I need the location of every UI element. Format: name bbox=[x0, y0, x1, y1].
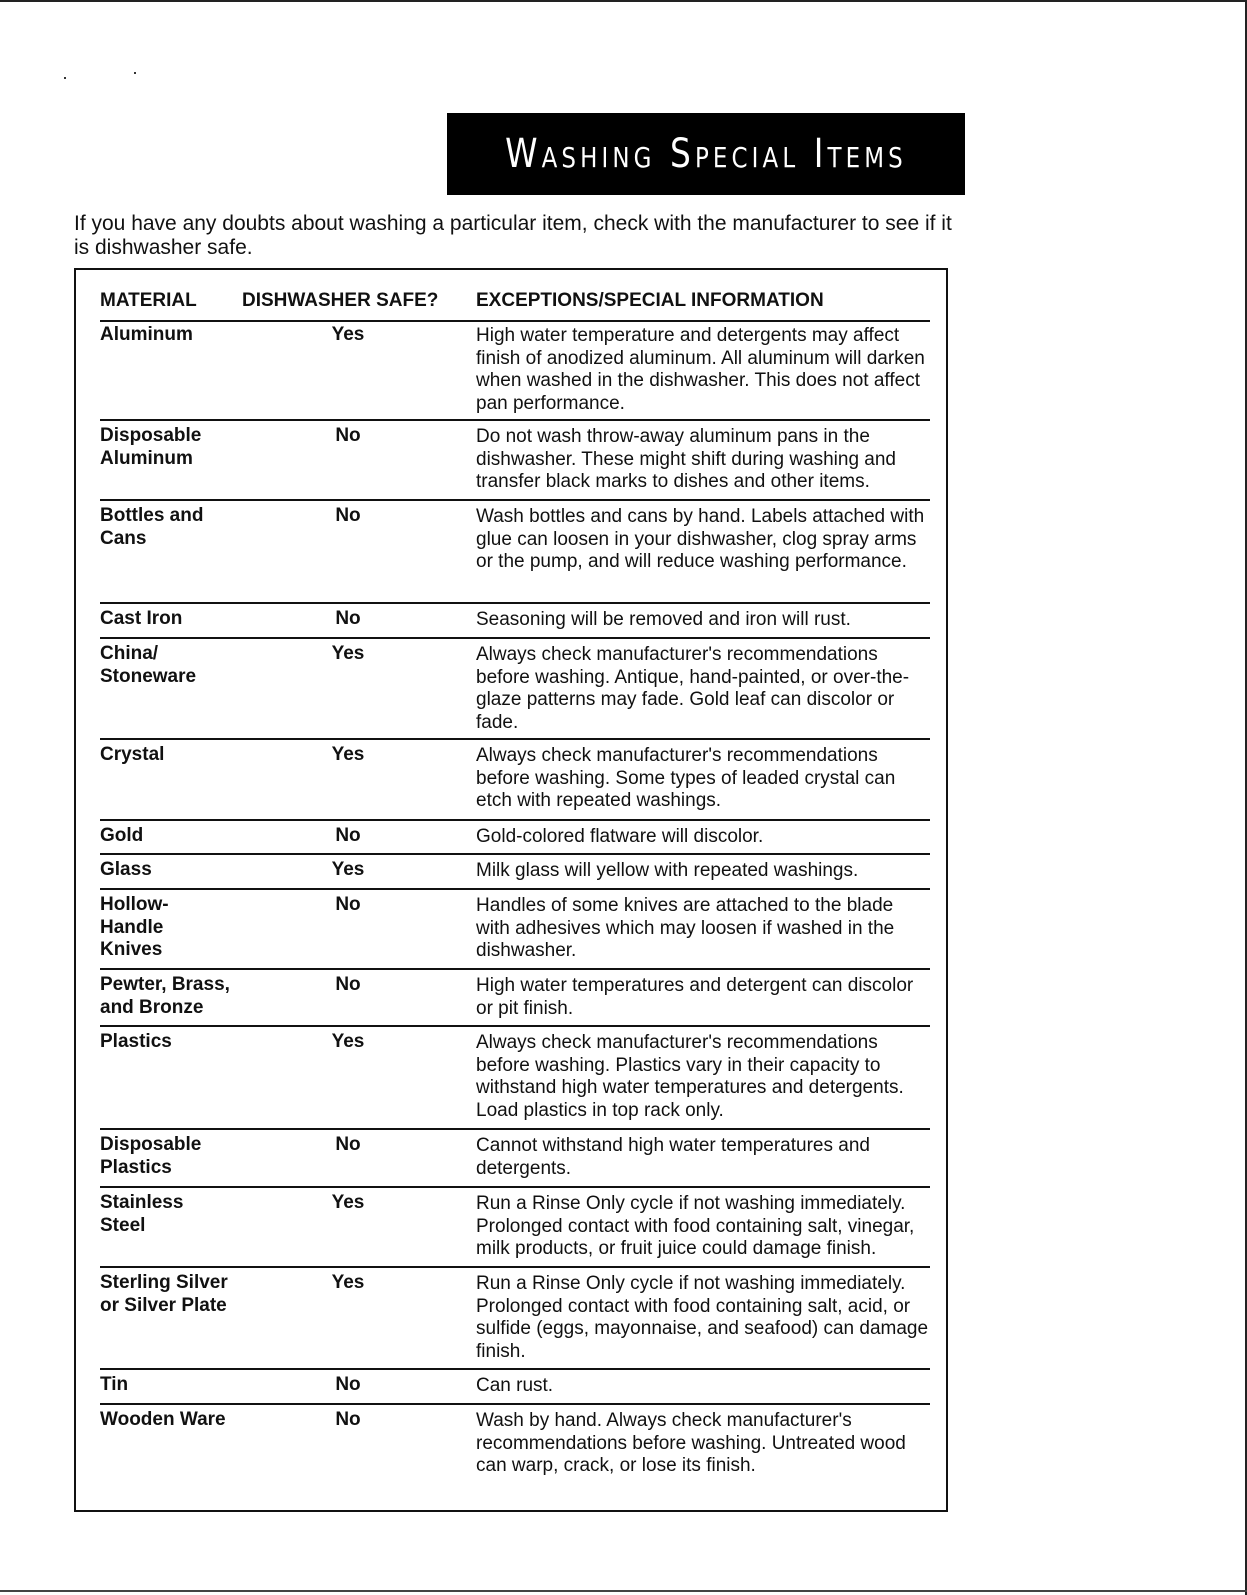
special-information-cell: Do not wash throw-away aluminum pans in the dishwasher. These might shift during washing and transfer black marks to dishes and other items. bbox=[476, 426, 897, 492]
dishwasher-safe-cell: Yes bbox=[331, 324, 365, 345]
special-information-cell: Run a Rinse Only cycle if not washing immediately. Prolonged contact with food containing salt, acid, or sulfide (eggs, mayonnaise, and seafood) can damage finish. bbox=[476, 1273, 929, 1362]
special-information-cell: Always check manufacturer's recommendations before washing. Antique, hand-painted, or over-the-glaze patterns may fade. Gold leaf can discolor or fade. bbox=[476, 644, 910, 733]
table-row bbox=[100, 821, 930, 855]
material-cell: China/ Stoneware bbox=[100, 643, 197, 687]
special-information-cell: Cannot withstand high water temperatures and detergents. bbox=[476, 1135, 870, 1179]
material-cell: Disposable Aluminum bbox=[100, 425, 202, 469]
material-cell: Bottles and Cans bbox=[100, 505, 204, 549]
scan-speck bbox=[134, 72, 136, 74]
material-cell: Wooden Ware bbox=[100, 1409, 226, 1430]
table-row bbox=[100, 421, 930, 501]
special-information-cell: Wash by hand. Always check manufacturer's recommendations before washing. Untreated wood can warp, crack, or lose its finish. bbox=[476, 1410, 906, 1476]
dishwasher-safe-cell: Yes bbox=[331, 1031, 365, 1052]
material-cell: Hollow- Handle Knives bbox=[100, 894, 169, 960]
header-material: MATERIAL bbox=[100, 290, 197, 311]
special-information-cell: High water temperature and detergents may affect finish of anodized aluminum. All aluminum will darken when washed in the dishwasher. This does not affect pan performance. bbox=[476, 325, 925, 414]
table-row bbox=[100, 1188, 930, 1268]
special-information-cell: Always check manufacturer's recommendations before washing. Some types of leaded crystal can etch with repeated washings. bbox=[476, 745, 896, 811]
page-edge-top bbox=[0, 0, 1247, 2]
special-information-cell: Wash bottles and cans by hand. Labels attached with glue can loosen in your dishwasher, clog spray arms or the pump, and will reduce washing performance. bbox=[476, 506, 925, 572]
material-cell: Stainless Steel bbox=[100, 1192, 184, 1236]
dishwasher-safe-cell: No bbox=[335, 974, 361, 995]
header-dishwasher-safe: DISHWASHER SAFE? bbox=[242, 290, 439, 311]
scan-speck bbox=[64, 77, 66, 79]
table-row bbox=[100, 1268, 930, 1370]
special-information-cell: Gold-colored flatware will discolor. bbox=[476, 826, 764, 847]
dishwasher-safe-cell: No bbox=[335, 894, 361, 915]
dishwasher-safe-cell: Yes bbox=[331, 859, 365, 880]
dishwasher-safe-cell: No bbox=[335, 505, 361, 526]
table-row bbox=[100, 1405, 930, 1485]
material-cell: Glass bbox=[100, 859, 152, 880]
special-information-cell: High water temperatures and detergent can discolor or pit finish. bbox=[476, 975, 914, 1019]
table-row bbox=[100, 604, 930, 639]
header-special-information: EXCEPTIONS/SPECIAL INFORMATION bbox=[476, 290, 824, 311]
special-information-cell: Seasoning will be removed and iron will rust. bbox=[476, 609, 851, 630]
table-row bbox=[100, 639, 930, 740]
dishwasher-safe-cell: No bbox=[335, 608, 361, 629]
table-row bbox=[100, 890, 930, 970]
material-cell: Gold bbox=[100, 825, 144, 846]
dishwasher-safe-cell: No bbox=[335, 1409, 361, 1430]
table-row bbox=[100, 855, 930, 890]
special-information-cell: Handles of some knives are attached to the blade with adhesives which may loosen if washed in the dishwasher. bbox=[476, 895, 895, 961]
material-cell: Crystal bbox=[100, 744, 165, 765]
table-row bbox=[100, 320, 930, 421]
dishwasher-safe-cell: No bbox=[335, 1374, 361, 1395]
table-row bbox=[100, 740, 930, 821]
table-row bbox=[100, 1370, 930, 1405]
title-banner bbox=[447, 113, 965, 195]
table-row bbox=[100, 970, 930, 1027]
dishwasher-safe-cell: No bbox=[335, 425, 361, 446]
table-row bbox=[100, 1027, 930, 1130]
material-cell: Aluminum bbox=[100, 324, 193, 345]
dishwasher-safe-cell: No bbox=[335, 1134, 361, 1155]
page-edge-bottom bbox=[0, 1590, 1247, 1592]
materials-table bbox=[74, 268, 948, 1512]
table-row bbox=[100, 1130, 930, 1188]
special-information-cell: Always check manufacturer's recommendations before washing. Plastics vary in their capacity to withstand high water temperatures and detergents. Load plastics in top rack only. bbox=[476, 1032, 904, 1121]
material-cell: Sterling Silver or Silver Plate bbox=[100, 1272, 228, 1316]
dishwasher-safe-cell: Yes bbox=[331, 1192, 365, 1213]
intro-paragraph: If you have any doubts about washing a particular item, check with the manufacturer to see if it is dishwasher safe. bbox=[74, 212, 952, 259]
table-row bbox=[100, 501, 930, 604]
material-cell: Pewter, Brass, and Bronze bbox=[100, 974, 230, 1018]
material-cell: Plastics bbox=[100, 1031, 172, 1052]
material-cell: Disposable Plastics bbox=[100, 1134, 202, 1178]
dishwasher-safe-cell: Yes bbox=[331, 1272, 365, 1293]
dishwasher-safe-cell: Yes bbox=[331, 643, 365, 664]
page-title: Washing Special Items bbox=[505, 131, 907, 177]
material-cell: Cast Iron bbox=[100, 608, 183, 629]
dishwasher-safe-cell: No bbox=[335, 825, 361, 846]
material-cell: Tin bbox=[100, 1374, 129, 1395]
special-information-cell: Can rust. bbox=[476, 1375, 554, 1396]
table-body bbox=[100, 320, 930, 1485]
dishwasher-safe-cell: Yes bbox=[331, 744, 365, 765]
special-information-cell: Run a Rinse Only cycle if not washing immediately. Prolonged contact with food containing salt, vinegar, milk products, or fruit juice could damage finish. bbox=[476, 1193, 915, 1259]
special-information-cell: Milk glass will yellow with repeated washings. bbox=[476, 860, 859, 881]
table-header bbox=[100, 288, 930, 322]
